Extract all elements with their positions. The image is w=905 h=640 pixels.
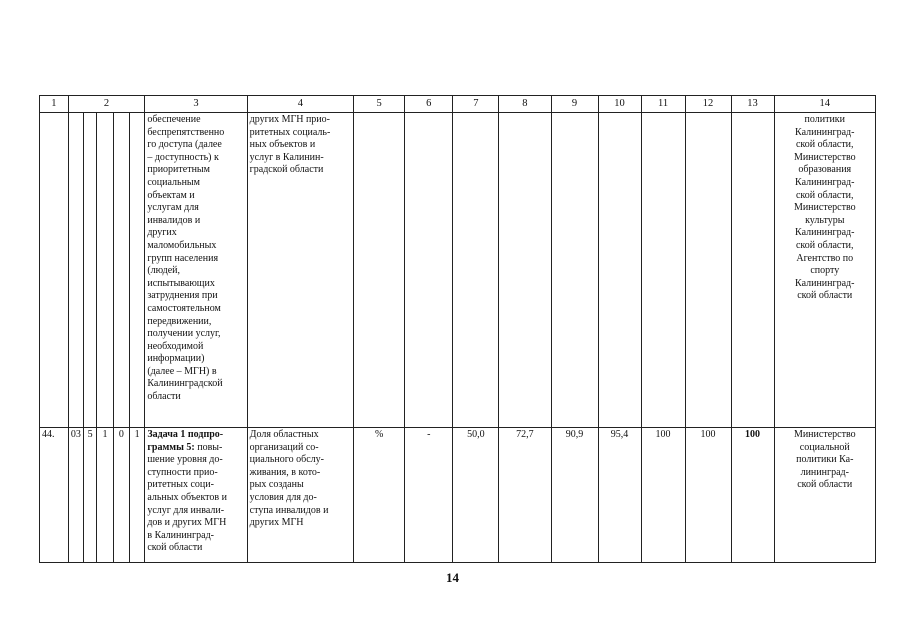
cell-empty — [83, 113, 96, 428]
cell-empty — [731, 113, 774, 428]
value-col-12: 100 — [685, 428, 731, 563]
header-col-12: 12 — [685, 96, 731, 113]
task-title: Задача 1 подпро- граммы 5: — [147, 429, 224, 453]
cell-empty — [551, 113, 598, 428]
task-description — [145, 428, 247, 563]
cell-empty — [405, 113, 453, 428]
task-text: повы- шение уровня до- ступности прио- ритетных соци- альных объектов и услуг для инвали- дов и других МГН в Калининград- ской области — [147, 441, 227, 554]
cell-empty — [499, 113, 551, 428]
responsible-executor: Министерство социальной политики Ка- лининград- ской области — [774, 428, 875, 563]
header-col-8: 8 — [499, 96, 551, 113]
header-col-7: 7 — [453, 96, 499, 113]
code-goal: 1 — [97, 428, 113, 563]
header-col-5: 5 — [354, 96, 405, 113]
value-col-9: 90,9 — [551, 428, 598, 563]
value-col-13: 100 — [731, 428, 774, 563]
cell-empty — [685, 113, 731, 428]
value-col-11: 100 — [641, 428, 685, 563]
value-col-7: 50,0 — [453, 428, 499, 563]
value-col-8: 72,7 — [499, 428, 551, 563]
header-row — [40, 96, 876, 113]
goal-description: обеспечение беспрепятственно го доступа (далее – доступность) к приоритетным социальным объектам и услугам для инвалидов и других маломобильных групп населения (людей, испытывающих затруднения при самостоятельном передвижении, получении услуг, необходимой информации) (далее – МГН) в Калининградской области — [145, 113, 247, 428]
header-col-10: 10 — [598, 96, 641, 113]
cell-empty — [130, 113, 145, 428]
header-col-9: 9 — [551, 96, 598, 113]
responsible-executors: политики Калининград- ской области, Министерство образования Калининград- ской области, Министерство культуры Калининград- ской области, Агентство по спорту Калининград- ской области — [774, 113, 875, 428]
cell-empty — [97, 113, 113, 428]
cell-empty — [453, 113, 499, 428]
value-col-6: - — [405, 428, 453, 563]
header-col-11: 11 — [641, 96, 685, 113]
cell-empty — [68, 113, 83, 428]
code-indicator: 1 — [130, 428, 145, 563]
indicator-description: других МГН прио- ритетных социаль- ных объектов и услуг в Калинин- градской области — [247, 113, 353, 428]
program-table — [39, 95, 876, 563]
cell-empty — [354, 113, 405, 428]
page-number: 14 — [446, 570, 459, 585]
code-task: 0 — [113, 428, 129, 563]
cell-empty — [113, 113, 129, 428]
cell-empty — [641, 113, 685, 428]
table-row-continuation — [40, 113, 876, 428]
value-col-10: 95,4 — [598, 428, 641, 563]
header-col-1: 1 — [40, 96, 69, 113]
header-col-6: 6 — [405, 96, 453, 113]
row-number: 44. — [40, 428, 69, 563]
table-row-44 — [40, 428, 876, 563]
header-col-4: 4 — [247, 96, 353, 113]
unit-cell: % — [354, 428, 405, 563]
cell-empty — [598, 113, 641, 428]
header-col-2: 2 — [68, 96, 145, 113]
code-program: 03 — [68, 428, 83, 563]
header-col-14: 14 — [774, 96, 875, 113]
code-subprogram: 5 — [83, 428, 96, 563]
header-col-3: 3 — [145, 96, 247, 113]
cell-empty — [40, 113, 69, 428]
indicator-description: Доля областных организаций со- циального обслу- живания, в кото- рых созданы условия для до- ступа инвалидов и других МГН — [247, 428, 353, 563]
header-col-13: 13 — [731, 96, 774, 113]
